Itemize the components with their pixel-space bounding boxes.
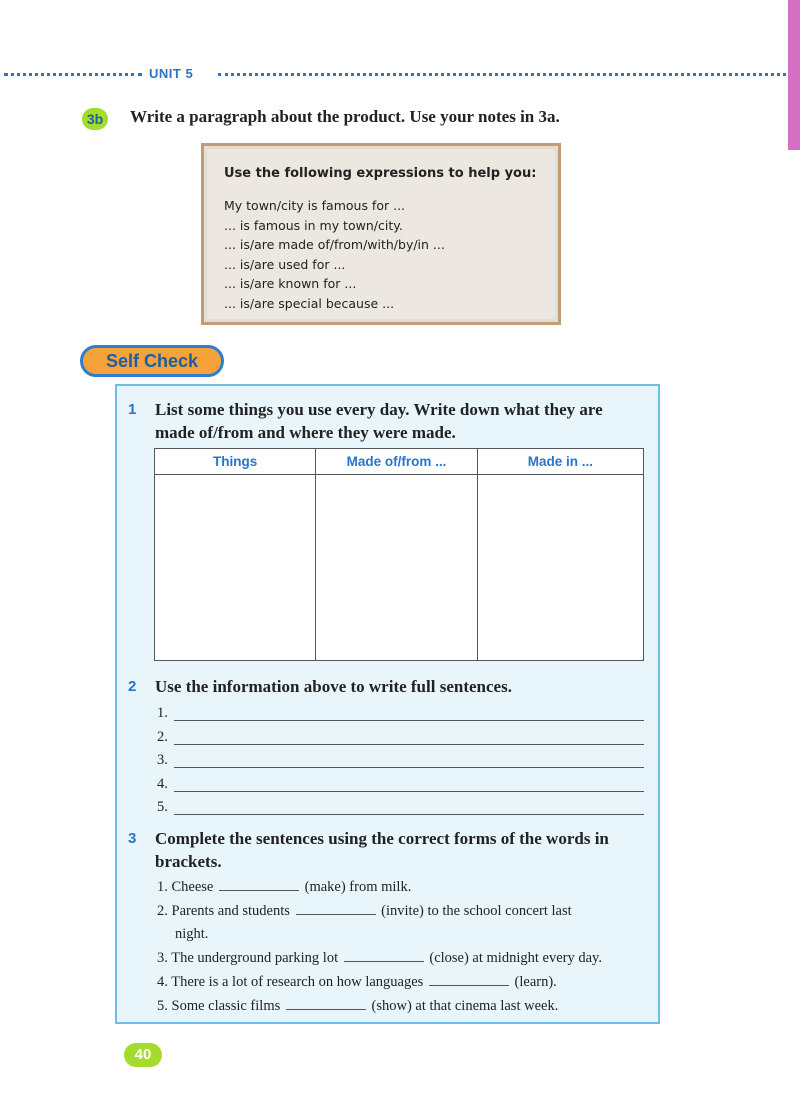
answer-line-number: 5.	[157, 799, 168, 815]
expression-item: My town/city is famous for ...	[224, 198, 406, 213]
blank-field[interactable]	[344, 949, 424, 962]
sentence-2	[157, 900, 572, 923]
sentence-1	[157, 876, 411, 899]
sentence-before: Cheese	[171, 879, 214, 895]
question-3-line-2: brackets.	[155, 852, 222, 871]
sentence-after: (show) at that cinema last week.	[371, 998, 559, 1014]
expression-item: ... is/are made of/from/with/by/in ...	[224, 237, 445, 252]
sentence-number: 4.	[157, 974, 168, 990]
sentence-after: (make) from milk.	[304, 879, 412, 895]
question-1-text	[155, 398, 603, 444]
sentence-before: The underground parking lot	[171, 950, 339, 966]
task-3b-badge: 3b	[82, 108, 108, 130]
page-number: 40	[124, 1043, 162, 1067]
sentence-2-continued: night.	[175, 926, 209, 942]
question-2-text: Use the information above to write full sentences.	[155, 677, 512, 696]
column-header-made-of: Made of/from ...	[316, 449, 477, 475]
sentence-number: 5.	[157, 998, 168, 1014]
answer-line-3[interactable]	[157, 750, 644, 772]
expression-item: ... is/are used for ...	[224, 256, 346, 272]
question-3-line-1: Complete the sentences using the correct forms of the words in	[155, 829, 609, 848]
expression-item: ... is/are special because ...	[224, 295, 395, 311]
blank-field[interactable]	[296, 902, 376, 915]
edge-tab-marker	[788, 0, 800, 150]
column-header-things: Things	[155, 449, 316, 475]
answer-line-number: 4.	[157, 776, 168, 792]
sentence-number: 3.	[157, 950, 168, 966]
blank-field[interactable]	[219, 878, 299, 891]
answer-rule	[174, 814, 644, 815]
made-in-cell[interactable]	[477, 475, 643, 661]
expression-item: ... is/are known for ...	[224, 276, 357, 291]
question-3-text	[155, 827, 609, 873]
answer-line-number: 1.	[157, 705, 168, 721]
sentence-before: There is a lot of research on how languages	[171, 974, 424, 990]
answer-rule	[174, 791, 644, 792]
column-header-made-in: Made in ...	[477, 449, 643, 475]
things-table	[154, 448, 644, 661]
sentence-5	[157, 995, 558, 1018]
answer-line-2[interactable]	[157, 727, 644, 749]
sentence-3	[157, 947, 602, 970]
unit-header	[0, 66, 788, 82]
sentence-after: (invite) to the school concert last	[381, 903, 572, 919]
expressions-box	[201, 143, 561, 325]
self-check-title: Self Check	[80, 345, 224, 377]
made-of-cell[interactable]	[316, 475, 477, 661]
question-1-line-2: made of/from and where they were made.	[155, 423, 456, 442]
table-header-row	[155, 449, 644, 475]
sentence-after: (close) at midnight every day.	[429, 950, 602, 966]
answer-rule	[174, 744, 644, 745]
answer-line-number: 2.	[157, 729, 168, 745]
sentence-number: 2.	[157, 903, 168, 919]
blank-field[interactable]	[429, 973, 509, 986]
sentence-after: (learn).	[514, 974, 557, 990]
answer-line-1[interactable]	[157, 703, 644, 725]
expressions-title: Use the following expressions to help you:	[224, 166, 537, 181]
answer-line-4[interactable]	[157, 774, 644, 796]
question-1-line-1: List some things you use every day. Write down what they are	[155, 400, 603, 419]
expression-item: ... is famous in my town/city.	[224, 217, 403, 233]
sentence-4	[157, 971, 557, 994]
answer-line-5[interactable]	[157, 797, 644, 819]
table-row	[155, 475, 644, 661]
expressions-list	[224, 196, 445, 313]
task-3b-instruction: Write a paragraph about the product. Use your notes in 3a.	[130, 107, 560, 126]
blank-field[interactable]	[286, 997, 366, 1010]
question-1-number: 1	[128, 401, 137, 418]
dotted-rule-left	[4, 73, 142, 76]
question-3-number: 3	[128, 830, 137, 847]
sentence-before: Parents and students	[171, 903, 290, 919]
sentence-number: 1.	[157, 879, 168, 895]
dotted-rule-right	[218, 73, 786, 76]
answer-rule	[174, 767, 644, 768]
question-2-number: 2	[128, 678, 137, 695]
answer-rule	[174, 720, 644, 721]
answer-line-number: 3.	[157, 752, 168, 768]
unit-label: UNIT 5	[149, 66, 194, 81]
things-cell[interactable]	[155, 475, 316, 661]
sentence-before: Some classic films	[171, 998, 281, 1014]
